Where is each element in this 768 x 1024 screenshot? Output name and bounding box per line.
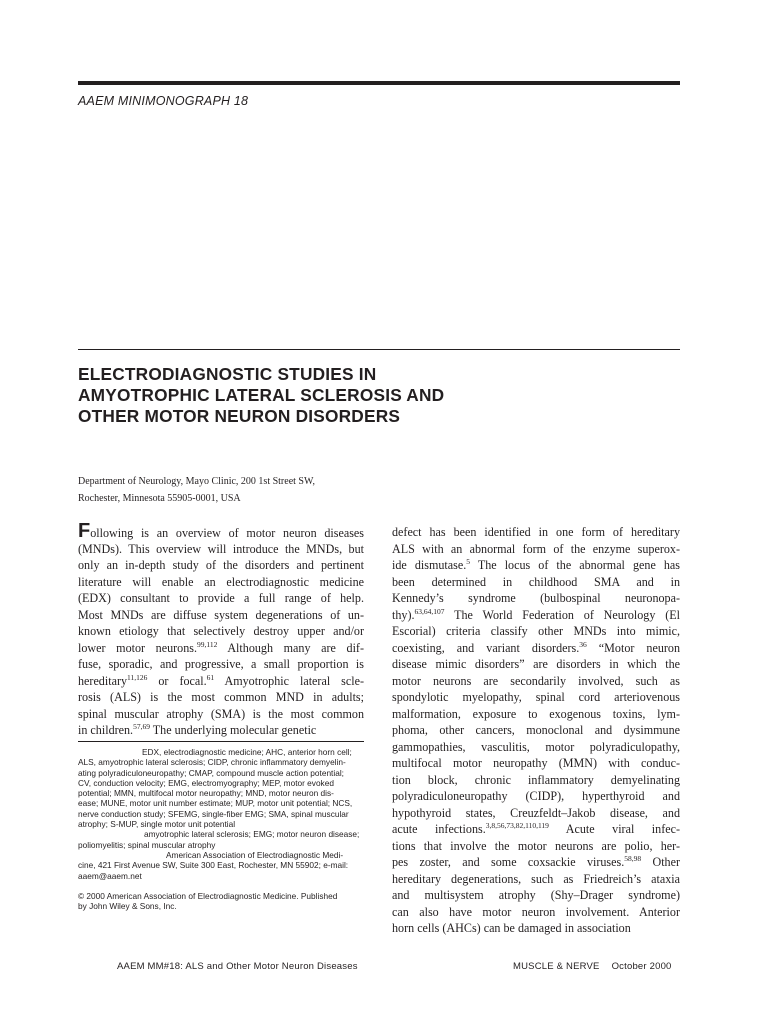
body-text: only an in-depth study of the disorders and pertinent (78, 558, 364, 572)
body-line (392, 805, 680, 822)
body-line (78, 557, 364, 574)
body-line (392, 772, 680, 789)
title-line: OTHER MOTOR NEURON DISORDERS (78, 406, 401, 426)
body-text: lower motor neurons. (78, 640, 197, 655)
body-text: spinal muscular atrophy (SMA) is the most common (78, 706, 364, 721)
footnote-line: potential; MMN, multifocal motor neuropathy; MND, motor neuron dis- (78, 788, 334, 799)
body-line (78, 541, 364, 558)
footnote-line: aaem@aaem.net (78, 870, 142, 881)
affiliation-line: Department of Neurology, Mayo Clinic, 200 1st Street SW, (78, 476, 316, 487)
body-text: gammopathies, vasculitis, motor polyradiculopathy, (392, 739, 680, 754)
body-text: Escorial) criteria classify other MNDs into mimic, (392, 624, 680, 638)
body-text: ALS with an abnormal form of the enzyme superox- (392, 541, 680, 556)
body-text: hypothyroid states, Creuzfeldt–Jakob disease, and (392, 805, 680, 820)
body-text: literature will enable an electrodiagnostic medicine (78, 574, 364, 589)
body-text: malformation, exposure to exogenous toxins, lym- (392, 706, 680, 721)
body-text: pes zoster, and some coxsackie viruses. (392, 855, 625, 869)
body-line (78, 520, 364, 542)
copyright-line: by John Wiley & Sons, Inc. (78, 901, 177, 912)
body-line (392, 904, 680, 921)
body-text: been determined in childhood SMA and in (392, 574, 680, 589)
body-text: ollowing is an overview of motor neuron diseases (90, 526, 364, 540)
body-line (78, 656, 364, 673)
body-text: hereditary degenerations, such as Friedreich’s ataxia (392, 871, 680, 886)
citation-ref: 36 (579, 639, 587, 649)
body-text: multifocal motor neuropathy (MMN) with conduc- (392, 756, 680, 770)
body-text: or focal. (147, 673, 207, 688)
body-text: Most MNDs are diffuse system degenerations of un- (78, 607, 364, 622)
citation-ref: 5 (466, 557, 470, 566)
body-line (392, 574, 680, 591)
footnote-line: cine, 421 First Avenue SW, Suite 300 East, Rochester, MN 55902; e-mail: (78, 860, 349, 871)
body-text: Amyotrophic lateral scle- (214, 673, 364, 688)
body-text: disease mimic disorders” are disorders in which the (392, 657, 680, 671)
body-text: and multisystem atrophy (Shy–Drager syndrome) (392, 888, 680, 902)
body-line (78, 623, 364, 640)
footnote-line: EDX, electrodiagnostic medicine; AHC, anterior horn cell; (142, 747, 352, 757)
body-text: tions that involve the motor neurons are polio, her- (392, 838, 680, 853)
footnote-line: amyotrophic lateral sclerosis; EMG; motor neuron disease; (144, 829, 360, 840)
citation-ref: 57,69 (133, 722, 150, 731)
body-line (392, 541, 680, 558)
body-text: Kennedy’s syndrome (bulbospinal neuronopa- (392, 591, 680, 605)
body-line (392, 739, 680, 756)
body-text: spondylotic myelopathy, spinal cord arteriovenous (392, 690, 680, 704)
footnote-rule (78, 741, 364, 742)
footnote-line: American Association of Electrodiagnostic Medi- (166, 849, 344, 860)
body-line (78, 640, 364, 657)
body-line (78, 607, 364, 624)
footnote-line: ating polyradiculoneuropathy; CMAP, compound muscle action potential; (78, 767, 344, 778)
article-title (78, 364, 680, 427)
body-text: horn cells (AHCs) can be damaged in association (392, 921, 631, 935)
footnotes (78, 747, 368, 911)
body-line (392, 524, 680, 541)
affiliation-line: Rochester, Minnesota 55905-0001, USA (78, 493, 241, 504)
body-text: Other (641, 855, 680, 869)
body-text: known etiology that selectively destroy upper and/or (78, 624, 364, 638)
body-text: ide dismutase. (392, 558, 467, 572)
body-text: Acute viral infec- (548, 822, 681, 836)
body-line (78, 722, 364, 739)
citation-ref: 11,126 (127, 672, 148, 682)
title-line: ELECTRODIAGNOSTIC STUDIES IN (78, 364, 377, 384)
body-line (78, 706, 364, 723)
body-line (392, 755, 680, 772)
body-line (78, 673, 364, 690)
body-line (392, 557, 680, 574)
series-label: AAEM MINIMONOGRAPH 18 (78, 94, 249, 108)
footnote-line: ALS, amyotrophic lateral sclerosis; CIDP, chronic inflammatory demyelin- (78, 757, 346, 768)
body-line (392, 656, 680, 673)
body-text: polyradiculoneuropathy (CIDP), hyperthyroid and (392, 789, 680, 803)
body-column-right (392, 524, 680, 937)
body-text: The World Federation of Neurology (El (444, 607, 680, 622)
body-line (392, 623, 680, 640)
body-text: The locus of the abnormal gene has (469, 558, 680, 572)
title-rule (78, 349, 680, 350)
citation-ref: 61 (206, 672, 215, 682)
running-footer-journal (513, 961, 672, 972)
citation-ref: 58,98 (624, 854, 642, 863)
citation-ref: 63,64,107 (414, 606, 445, 616)
footnote-line: atrophy; S-MUP, single motor unit potential (78, 819, 236, 830)
body-line (392, 689, 680, 706)
body-line (392, 607, 680, 624)
body-line (392, 838, 680, 855)
copyright-line: © 2000 American Association of Electrodiagnostic Medicine. Published (78, 890, 338, 901)
journal-name: MUSCLE & NERVE (513, 961, 600, 972)
citation-ref: 99,112 (197, 639, 218, 649)
body-text: hereditary (78, 673, 128, 688)
body-text: defect has been identified in one form of hereditary (392, 525, 680, 539)
body-line (392, 706, 680, 723)
affiliation (78, 473, 315, 507)
footnote-line: nerve conduction study; SFEMG, single-fiber EMG; SMA, spinal muscular (78, 808, 349, 819)
body-line (392, 887, 680, 904)
body-text: fuse, sporadic, and progressive, a small proportion is (78, 657, 364, 671)
running-footer-title: AAEM MM#18: ALS and Other Motor Neuron Diseases (117, 961, 358, 972)
footnote-line: CV, conduction velocity; EMG, electromyography; MEP, motor evoked (78, 777, 334, 788)
body-column-left (78, 520, 364, 739)
top-rule (78, 81, 680, 85)
body-line (392, 640, 680, 657)
body-text: in children. (78, 723, 134, 737)
body-text: (MNDs). This overview will introduce the MNDs, but (78, 541, 364, 556)
body-text: The underlying molecular genetic (149, 723, 317, 737)
issue-date: October 2000 (611, 961, 672, 972)
body-text: coexisting, and variant disorders. (392, 640, 580, 655)
body-text: rosis (ALS) is the most common MND in adults; (78, 690, 364, 704)
footnote-line: poliomyelitis; spinal muscular atrophy (78, 839, 216, 850)
citation-ref: 3,8,56,73,82,110,119 (485, 821, 549, 830)
body-text: “Motor neuron (586, 640, 681, 655)
body-line (392, 673, 680, 690)
body-text: Although many are dif- (217, 640, 364, 655)
body-text: (EDX) consultant to provide a full range of help. (78, 591, 364, 605)
body-line (392, 854, 680, 871)
body-line (78, 590, 364, 607)
body-text: motor neurons are secondarily involved, such as (392, 673, 680, 688)
body-line (392, 871, 680, 888)
body-line (392, 821, 680, 838)
body-text: tion block, chronic inflammatory demyelinating (392, 772, 680, 787)
footnote-line: ease; MUNE, motor unit number estimate; MUP, motor unit potential; NCS, (78, 798, 353, 809)
body-line (78, 574, 364, 591)
body-text: phoma, other cancers, monoclonal and dysimmune (392, 723, 680, 737)
body-text: thy). (392, 607, 415, 622)
drop-cap: F (78, 520, 91, 542)
title-line: AMYOTROPHIC LATERAL SCLEROSIS AND (78, 385, 445, 405)
body-line (392, 722, 680, 739)
body-line (392, 788, 680, 805)
body-line (392, 590, 680, 607)
body-line (78, 689, 364, 706)
body-text: can also have motor neuron involvement. Anterior (392, 904, 680, 919)
body-line (392, 920, 680, 937)
body-text: acute infections. (392, 822, 486, 836)
